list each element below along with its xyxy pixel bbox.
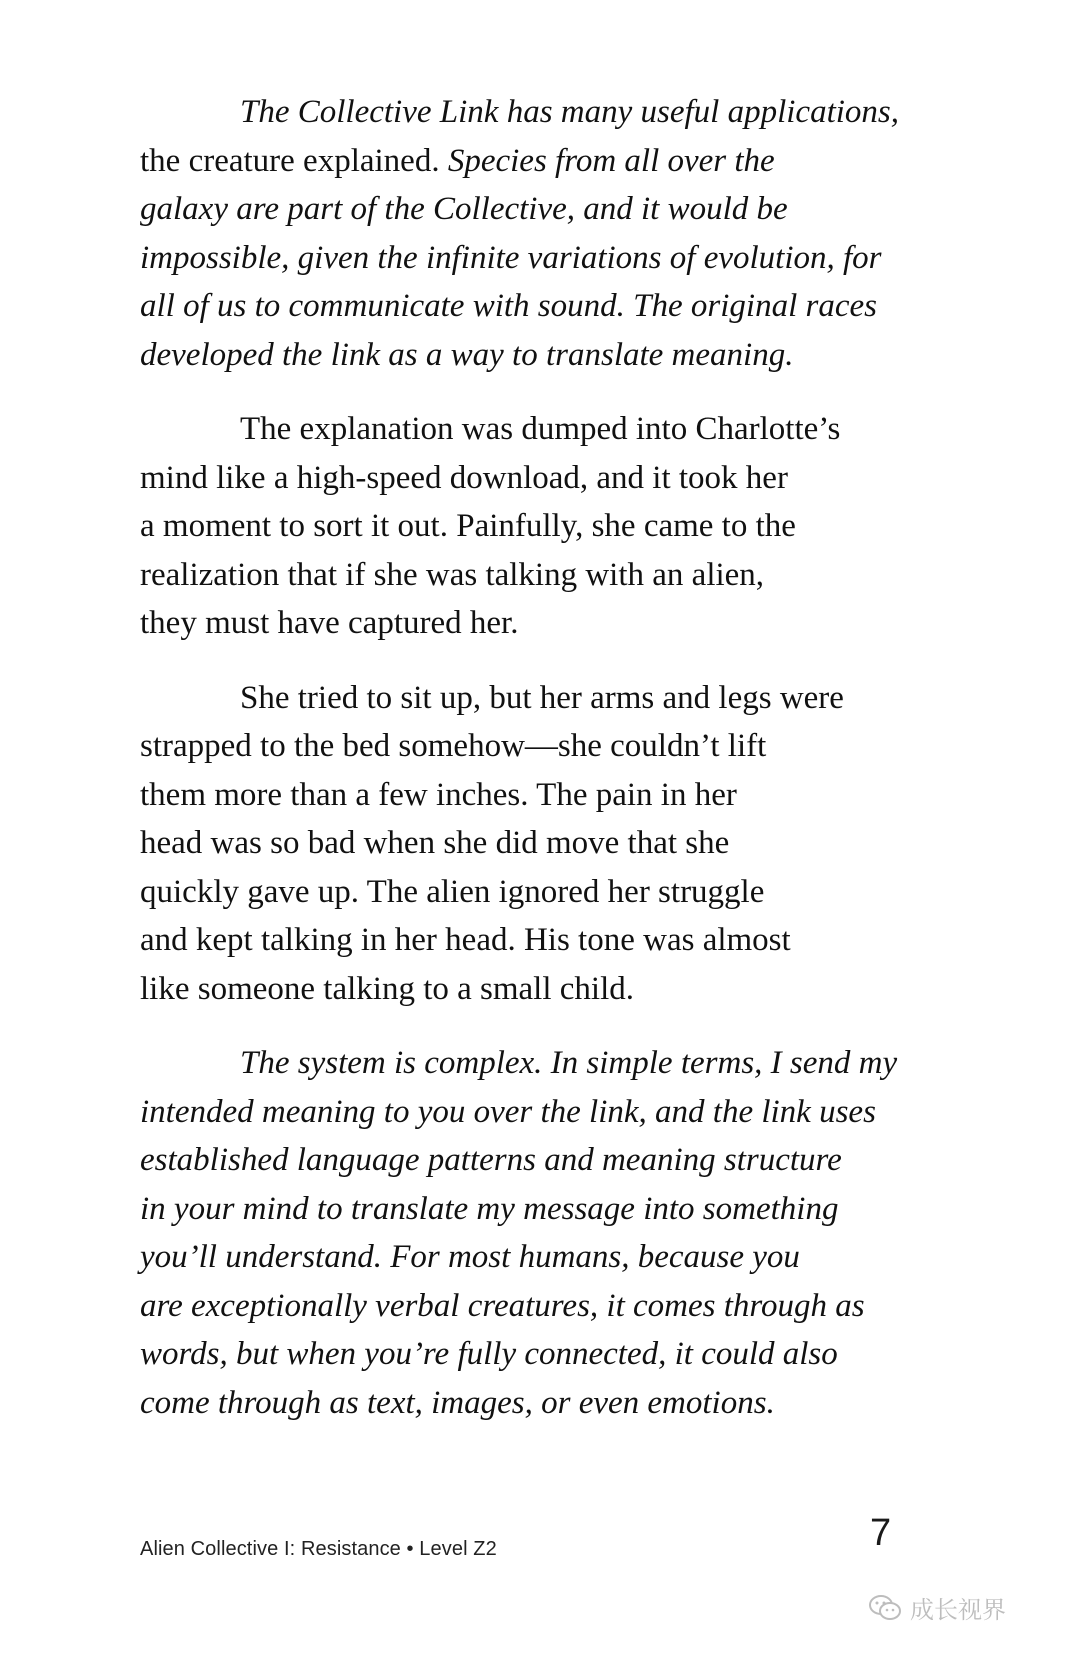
roman-run: mind like a high-speed download, and it took her [140,459,788,496]
roman-run: quickly gave up. The alien ignored her struggle [140,873,765,910]
watermark-text: 成长视界 [910,1596,1006,1624]
roman-run: a moment to sort it out. Painfully, she came to the [140,508,796,544]
text-line [140,916,940,965]
roman-run: head was so bad when she did move that she [140,825,730,861]
text-line [140,551,940,600]
italic-run: galaxy are part of the Collective, and it would be [140,191,788,227]
footer-book-title: Alien Collective I: Resistance • Level Z2 [140,1538,497,1560]
text-line [140,868,940,917]
italic-run: you’ll understand. For most humans, because you [140,1239,800,1275]
italic-run: come through as text, images, or even emotions. [140,1384,775,1421]
text-line [140,454,940,503]
page-number: 7 [870,1512,892,1554]
text-line [140,1330,940,1379]
paragraph [140,1039,940,1427]
roman-run: they must have captured her. [140,605,519,641]
italic-run: intended meaning to you over the link, and the link uses [140,1093,876,1130]
roman-run: the creature explained. [140,142,448,179]
text-line [140,599,940,648]
roman-run: realization that if she was talking with an alien, [140,556,765,593]
roman-run: them more than a few inches. The pain in her [140,776,737,813]
text-line [140,1039,940,1088]
roman-run: and kept talking in her head. His tone was almost [140,922,791,958]
text-line [140,234,940,283]
text-line [140,1379,940,1428]
italic-run: in your mind to translate my message into something [140,1190,839,1227]
text-line [140,674,940,723]
roman-run: The explanation was dumped into Charlotte’s [240,411,841,447]
text-line [140,1136,940,1185]
italic-run: The system is complex. In simple terms, I send my [240,1045,898,1081]
italic-run: impossible, given the infinite variations of evolution, for [140,239,882,276]
wechat-icon [868,1593,902,1623]
text-line [140,965,940,1014]
italic-run: Species from all over the [447,142,775,179]
text-line [140,722,940,771]
italic-run: developed the link as a way to translate meaning. [140,336,794,373]
text-line [140,1088,940,1137]
roman-run: strapped to the bed somehow—she couldn’t lift [140,728,767,764]
paragraph [140,674,940,1014]
text-line [140,331,940,380]
paragraph [140,88,940,379]
roman-run: like someone talking to a small child. [140,970,634,1007]
text-line [140,405,940,454]
italic-run: all of us to communicate with sound. The original races [140,288,877,324]
text-line [140,502,940,551]
text-line [140,1185,940,1234]
text-line [140,137,940,186]
italic-run: words, but when you’re fully connected, it could also [140,1336,838,1372]
roman-run: She tried to sit up, but her arms and legs were [240,679,844,716]
italic-run: established language patterns and meaning structure [140,1142,842,1178]
italic-run: are exceptionally verbal creatures, it comes through as [140,1287,865,1324]
text-line [140,819,940,868]
text-line [140,185,940,234]
watermark [868,1590,1006,1625]
text-line [140,771,940,820]
text-line [140,282,940,331]
italic-run: The Collective Link has many useful applications, [240,94,900,130]
body-text [140,88,940,1453]
text-line [140,1282,940,1331]
text-line [140,88,940,137]
paragraph [140,405,940,648]
text-line [140,1233,940,1282]
